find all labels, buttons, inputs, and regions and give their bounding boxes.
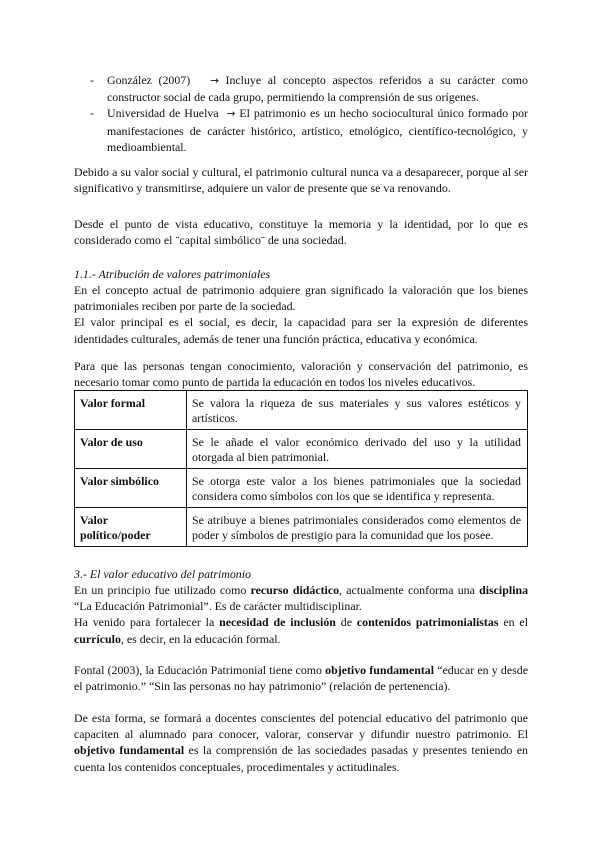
value-name-cell: Valor de uso xyxy=(75,430,187,469)
key-term: recurso didáctico xyxy=(250,583,340,597)
section-heading-values: 1.1.- Atribución de valores patrimoniales xyxy=(74,267,271,281)
value-description-cell: Se valora la riqueza de sus materiales y sus valores estéticos y artísticos. xyxy=(187,391,528,430)
paragraph-education-start: Para que las personas tengan conocimiento, valoración y conservación del patrimonio, es necesario tomar como punto de partida la educación en todos los niveles educativos. xyxy=(74,359,528,390)
table-row xyxy=(75,430,528,469)
value-description-cell: Se otorga este valor a los bienes patrimoniales que la sociedad considera como símbolos con los que se identifica y representa. xyxy=(187,469,528,508)
key-term: necesidad de inclusión xyxy=(219,615,336,630)
value-description-cell: Se atribuye a bienes patrimoniales considerados como elementos de poder y símbolos de prestigio para la comunidad que los posee. xyxy=(187,508,528,547)
paragraph: En el concepto actual de patrimonio adquiere gran significado la valoración que los bienes patrimoniales reciben por parte de la sociedad. xyxy=(74,283,528,314)
paragraph-social-value: Debido a su valor social y cultural, el patrimonio cultural nunca va a desaparecer, porque al ser significativo y transmitirse, adquiere un valor de presente que se va renovando. xyxy=(74,165,528,196)
paragraph: Ha venido para fortalecer la necesidad de inclusión de contenidos patrimonialistas en el currículo, es decir, en la educación formal. xyxy=(74,615,528,646)
arrow-icon: → xyxy=(226,108,236,121)
key-term: contenidos patrimonialistas xyxy=(356,615,499,630)
table-row xyxy=(75,391,528,430)
table-row xyxy=(75,469,528,508)
paragraph-educational-view: Desde el punto de vista educativo, constituye la memoria y la identidad, por lo que es considerado como el ¨capital simbólico¨ de una sociedad. xyxy=(74,217,528,248)
source-name: González (2007) xyxy=(107,73,191,87)
value-name-cell: Valor político/poder xyxy=(75,508,187,547)
bullet-dash: - xyxy=(90,106,94,121)
key-term: currículo xyxy=(74,631,121,646)
section-educational-body xyxy=(74,582,528,647)
key-term: disciplina xyxy=(479,583,529,597)
value-description-cell: Se le añade el valor económico derivado del uso y la utilidad otorgada al bien patrimonial. xyxy=(187,430,528,469)
values-table xyxy=(74,390,528,547)
list-item xyxy=(74,105,528,155)
definition-text: Incluye al concepto aspectos referidos a su carácter como constructor social de cada grupo, permitiendo la comprensión de sus orígenes. xyxy=(107,73,528,105)
list-item xyxy=(74,72,528,105)
definitions-list xyxy=(74,72,528,155)
key-term: objetivo fundamental xyxy=(74,743,185,758)
source-name: Universidad de Huelva xyxy=(107,106,219,121)
paragraph-fontal: Fontal (2003), la Educación Patrimonial tiene como objetivo fundamental “educar en y desde el patrimonio.” “Sin las personas no hay patrimonio” (relación de pertenencia). xyxy=(74,663,529,694)
section-values-body xyxy=(74,282,528,347)
value-name-cell: Valor simbólico xyxy=(75,469,187,508)
key-term: objetivo fundamental xyxy=(325,663,435,677)
bullet-dash: - xyxy=(90,73,94,87)
paragraph-teacher-training: De esta forma, se formará a docentes conscientes del potencial educativo del patrimonio que capaciten al alumnado para conocer, valorar, conservar y difundir nuestro patrimonio. El objetivo fundamental es la comprensión de las sociedades pasadas y presentes teniendo en cuenta los contenidos conceptuales, procedimentales y actitudinales. xyxy=(74,711,528,774)
paragraph: En un principio fue utilizado como recurso didáctico, actualmente conforma una disciplina “La Educación Patrimonial”. Es de carácter multidisciplinar. xyxy=(74,583,529,614)
paragraph: El valor principal es el social, es decir, la capacidad para ser la expresión de diferentes identidades culturales, además de tener una función práctica, educativa y económica. xyxy=(74,315,528,346)
table-row xyxy=(75,508,528,547)
value-name-cell: Valor formal xyxy=(75,391,187,430)
definition-text: El patrimonio es un hecho sociocultural único formado por manifestaciones de carácter histórico, artístico, etnológico, científico-tecnológico, y medioambiental. xyxy=(107,106,528,154)
section-heading-educational: 3.- El valor educativo del patrimonio xyxy=(74,567,252,581)
arrow-icon: → xyxy=(210,75,219,87)
